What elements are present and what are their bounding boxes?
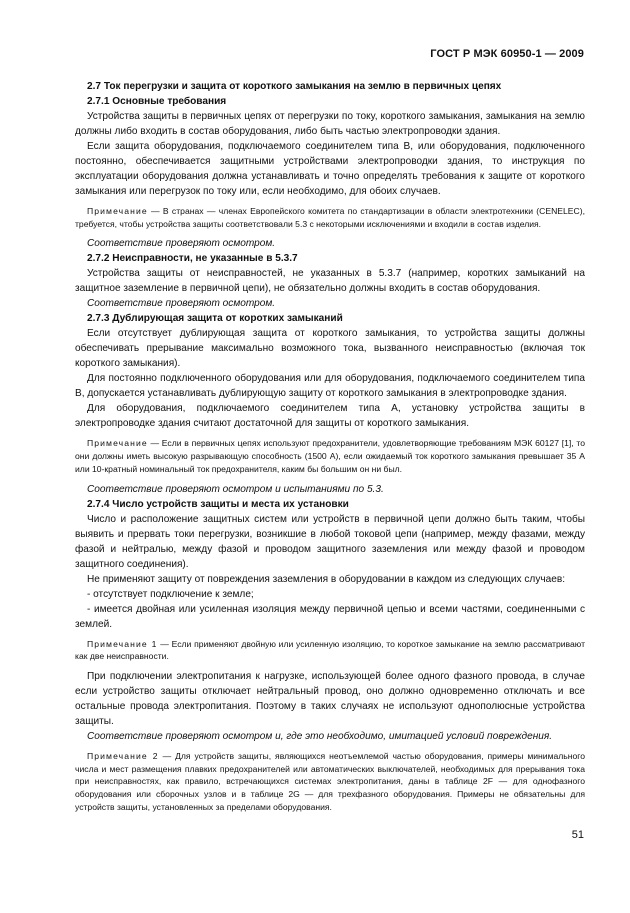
note-text: — Если в первичных цепях используют предохранители, удовлетворяющие требованиям МЭК 60127 [1], то они должны иметь высокую разрывающую способность (1500 А), если ожидаемый ток короткого замыкания превышает 35 А или 10-кратный номинальный ток предохранителя, каким бы большим он ни был. — [75, 438, 585, 474]
paragraph: Число и расположение защитных систем или устройств в первичной цепи должно быть таким, чтобы выявить и прервать токи перегрузки, возникшие в любой токовой цепи (например, между фазами, между фазой и нейтралью, между фазой и проводом защитного заземления или между фазой и проводом защитного соединения). — [75, 513, 585, 570]
section-heading-2-7-3: 2.7.3 Дублирующая защита от коротких замыканий — [87, 313, 343, 325]
document-body — [75, 79, 585, 813]
compliance-line: Соответствие проверяют осмотром. — [87, 298, 276, 310]
list-item: - имеется двойная или усиленная изоляция между первичной цепью и всеми частями, соединенными с землей. — [75, 603, 585, 630]
note-text: — Если применяют двойную или усиленную изоляцию, то короткое замыкание на землю рассматривают как две неисправности. — [75, 638, 586, 662]
paragraph: Для оборудования, подключаемого соединителем типа А, установку устройства защиты в электропроводке здания считают достаточной для защиты от короткого замыкания. — [75, 403, 585, 430]
note — [75, 437, 585, 475]
compliance-line: Соответствие проверяют осмотром. — [87, 238, 276, 250]
paragraph: Не применяют защиту от повреждения заземления в оборудовании в каждом из следующих случаев: — [87, 573, 566, 585]
paragraph: Если отсутствует дублирующая защита от короткого замыкания, то устройства защиты должны обеспечивать прерывание максимально возможного тока, вызванного неисправностью (включая ток короткого замыкания). — [75, 328, 585, 370]
note-text: — Для устройств защиты, являющихся неотъемлемой частью оборудования, примеры минимального числа и мест размещения плавких предохранителей или автоматических выключателей, необходимых для прерывания тока при неисправностях, как правило, встречающихся системах электропитания, даны в таблице 2F — для однофазного оборудования или сборочных узлов и в таблице 2G — для трехфазного оборудования. Примеры не обязательны для устройств защиты, установленных за пределами оборудования. — [75, 750, 586, 812]
paragraph: Устройства защиты от неисправностей, не указанных в 5.3.7 (например, коротких замыканий на защитное заземление в первичной цепи), не обязательно должны входить в состав оборудования. — [75, 268, 585, 295]
paragraph: Если защита оборудования, подключаемого соединителем типа В, или оборудования, подключенного постоянно, обеспечивается защитными устройствами электропроводки здания, то инструкция по эксплуатации оборудования должна устанавливать и точно определять требования к защите от короткого замыкания или перегрузок по току или, если необходимо, для обоих случаев. — [75, 141, 585, 197]
note — [75, 205, 585, 230]
section-heading-2-7-4: 2.7.4 Число устройств защиты и места их установки — [87, 498, 349, 510]
note — [75, 750, 585, 814]
compliance-line: Соответствие проверяют осмотром и испытаниями по 5.3. — [87, 483, 384, 495]
paragraph: Для постоянно подключенного оборудования или для оборудования, подключаемого соединителем типа В, допускается устанавливать дублирующую защиту от короткого замыкания в электропроводке здания. — [75, 373, 585, 400]
list-item: - отсутствует подключение к земле; — [87, 588, 254, 600]
note — [75, 638, 585, 663]
compliance-line: Соответствие проверяют осмотром и, где это необходимо, имитацией условий повреждения. — [87, 730, 553, 742]
section-heading-2-7-2: 2.7.2 Неисправности, не указанные в 5.3.7 — [87, 253, 298, 265]
note-label: Примечание 2 — [87, 750, 159, 761]
section-heading-2-7: 2.7 Ток перегрузки и защита от короткого замыкания на землю в первичных цепях — [87, 81, 502, 92]
section-heading-2-7-1: 2.7.1 Основные требования — [87, 96, 227, 107]
page-number: 51 — [571, 829, 584, 841]
note-text: — В странах — членах Европейского комитета по стандартизации в области электротехники (CENELEC), требуется, чтобы устройства защиты соответствовали 5.3 с некоторыми исключениями и входили в состав изделия. — [75, 206, 585, 229]
standard-header: ГОСТ Р МЭК 60950-1 — 2009 — [430, 48, 584, 60]
note-label: Примечание 1 — [87, 638, 158, 649]
note-label: Примечание — [87, 438, 148, 449]
note-label: Примечание — [87, 206, 148, 216]
paragraph: Устройства защиты в первичных цепях от перегрузки по току, короткого замыкания, замыкания на землю должны либо входить в состав оборудования, либо быть частью электропроводки здания. — [75, 111, 585, 137]
paragraph: При подключении электропитания к нагрузке, использующей более одного фазного провода, в случае если устройство защиты отключает нейтральный провод, оно должно одновременно отключать и все остальные провода электропитания. Поэтому в таких случаях не используют однополюсные устройства защиты. — [75, 670, 585, 727]
